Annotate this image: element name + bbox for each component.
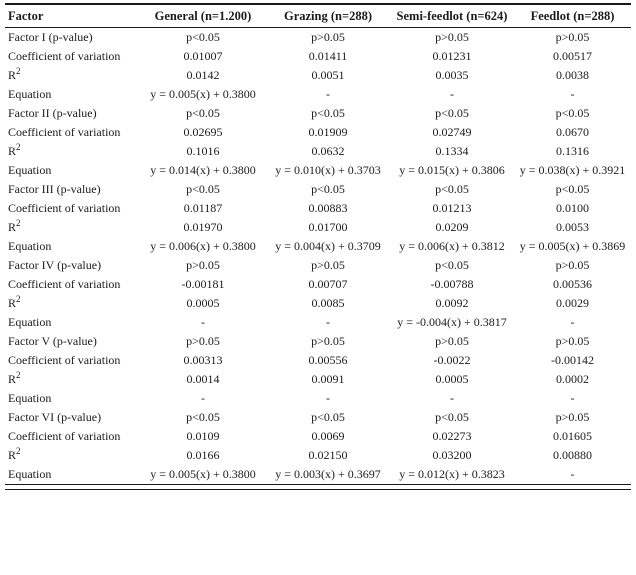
value-cell: 0.0069 bbox=[311, 429, 345, 443]
value-cell: p>0.05 bbox=[435, 30, 469, 44]
table-row bbox=[5, 104, 631, 123]
value-cell: y = 0.005(x) + 0.3800 bbox=[140, 465, 266, 485]
row-label: Equation bbox=[5, 465, 140, 485]
table-row bbox=[5, 256, 631, 275]
value-cell: 0.0100 bbox=[556, 201, 589, 215]
row-label: Equation bbox=[8, 315, 52, 329]
table-row bbox=[5, 180, 631, 199]
value-cell: 0.0035 bbox=[435, 68, 469, 82]
column-header-general: General (n=1.200) bbox=[140, 4, 266, 28]
row-label bbox=[5, 294, 140, 313]
value-cell: p<0.05 bbox=[186, 182, 220, 196]
table-row bbox=[5, 294, 631, 313]
table-row bbox=[5, 389, 631, 408]
row-label-superscript: 2 bbox=[16, 294, 21, 304]
value-cell: 0.01231 bbox=[432, 49, 472, 63]
value-cell: 0.0092 bbox=[435, 296, 469, 310]
value-cell: 0.00517 bbox=[553, 49, 592, 63]
results-table bbox=[5, 3, 631, 485]
table-body bbox=[5, 28, 631, 485]
value-cell: p>0.05 bbox=[555, 30, 590, 44]
value-cell: 0.0038 bbox=[556, 68, 589, 82]
row-label: Equation bbox=[8, 391, 52, 405]
value-cell: - bbox=[326, 391, 330, 405]
table-row bbox=[5, 313, 631, 332]
value-cell: -0.00142 bbox=[551, 353, 594, 367]
value-cell: - bbox=[570, 391, 575, 405]
row-label-text: R bbox=[8, 220, 17, 234]
value-cell: p<0.05 bbox=[435, 258, 469, 272]
value-cell: y = -0.004(x) + 0.3817 bbox=[397, 315, 507, 329]
row-label-text: R bbox=[8, 448, 17, 462]
table-row bbox=[5, 427, 631, 446]
row-label bbox=[5, 446, 140, 465]
value-cell: p<0.05 bbox=[435, 410, 469, 424]
column-header-grazing: Grazing (n=288) bbox=[266, 4, 390, 28]
value-cell: 0.01700 bbox=[308, 220, 348, 234]
table-row bbox=[5, 85, 631, 104]
table-row bbox=[5, 142, 631, 161]
column-header-feedlot: Feedlot (n=288) bbox=[514, 4, 631, 28]
table-row bbox=[5, 332, 631, 351]
row-label: Coefficient of variation bbox=[8, 49, 121, 63]
value-cell: y = 0.012(x) + 0.3823 bbox=[390, 465, 514, 485]
row-label: Equation bbox=[8, 239, 52, 253]
value-cell: 0.00556 bbox=[308, 353, 348, 367]
row-label: Coefficient of variation bbox=[8, 277, 121, 291]
value-cell: y = 0.015(x) + 0.3806 bbox=[399, 163, 505, 177]
value-cell: - bbox=[201, 315, 205, 329]
row-label-text: R bbox=[8, 68, 17, 82]
value-cell: p>0.05 bbox=[311, 258, 345, 272]
value-cell: -0.00181 bbox=[181, 277, 225, 291]
row-label: Equation bbox=[8, 87, 52, 101]
table-row bbox=[5, 47, 631, 66]
table-row bbox=[5, 446, 631, 465]
value-cell: 0.02695 bbox=[183, 125, 223, 139]
value-cell: p>0.05 bbox=[186, 258, 220, 272]
row-label-superscript: 2 bbox=[16, 446, 21, 456]
value-cell: - bbox=[326, 87, 330, 101]
value-cell: 0.0005 bbox=[186, 296, 220, 310]
table-row bbox=[5, 28, 631, 48]
row-label bbox=[5, 218, 140, 237]
value-cell: 0.0029 bbox=[556, 296, 589, 310]
value-cell: 0.02150 bbox=[308, 448, 348, 462]
value-cell: 0.0209 bbox=[435, 220, 469, 234]
value-cell: 0.01605 bbox=[553, 429, 592, 443]
table-row bbox=[5, 218, 631, 237]
row-label-text: R bbox=[8, 372, 17, 386]
column-header-factor: Factor bbox=[5, 4, 140, 28]
value-cell: 0.00883 bbox=[308, 201, 348, 215]
row-label: Coefficient of variation bbox=[8, 201, 121, 215]
header-row bbox=[5, 4, 631, 28]
row-label: Factor III (p-value) bbox=[8, 182, 101, 196]
value-cell: 0.0002 bbox=[556, 372, 589, 386]
table-row bbox=[5, 199, 631, 218]
table-row bbox=[5, 161, 631, 180]
row-label: Coefficient of variation bbox=[8, 429, 121, 443]
value-cell: 0.01909 bbox=[308, 125, 348, 139]
value-cell: p>0.05 bbox=[555, 258, 590, 272]
row-label: Coefficient of variation bbox=[8, 125, 121, 139]
value-cell: 0.0014 bbox=[186, 372, 220, 386]
row-label-superscript: 2 bbox=[16, 66, 21, 76]
table-row bbox=[5, 408, 631, 427]
row-label bbox=[5, 66, 140, 85]
value-cell: - bbox=[570, 87, 575, 101]
row-label: Factor VI (p-value) bbox=[8, 410, 102, 424]
value-cell: - bbox=[326, 315, 330, 329]
row-label-text: R bbox=[8, 296, 17, 310]
value-cell: 0.00536 bbox=[553, 277, 592, 291]
value-cell: 0.0053 bbox=[556, 220, 589, 234]
value-cell: p<0.05 bbox=[186, 30, 220, 44]
row-label bbox=[5, 370, 140, 389]
value-cell: - bbox=[514, 465, 631, 485]
value-cell: 0.03200 bbox=[432, 448, 472, 462]
value-cell: y = 0.004(x) + 0.3709 bbox=[275, 239, 381, 253]
value-cell: 0.1316 bbox=[556, 144, 589, 158]
row-label: Coefficient of variation bbox=[8, 353, 121, 367]
row-label-superscript: 2 bbox=[16, 142, 21, 152]
row-label: Factor IV (p-value) bbox=[8, 258, 102, 272]
row-label-superscript: 2 bbox=[16, 218, 21, 228]
table-row bbox=[5, 123, 631, 142]
value-cell: 0.00707 bbox=[308, 277, 348, 291]
value-cell: 0.00313 bbox=[183, 353, 223, 367]
value-cell: y = 0.005(x) + 0.3800 bbox=[150, 87, 256, 101]
row-label bbox=[5, 142, 140, 161]
value-cell: 0.02273 bbox=[432, 429, 472, 443]
table-row bbox=[5, 275, 631, 294]
value-cell: y = 0.014(x) + 0.3800 bbox=[150, 163, 256, 177]
value-cell: 0.1334 bbox=[435, 144, 469, 158]
value-cell: -0.0022 bbox=[433, 353, 471, 367]
value-cell: p>0.05 bbox=[555, 334, 590, 348]
value-cell: - bbox=[201, 391, 205, 405]
value-cell: 0.0005 bbox=[435, 372, 469, 386]
value-cell: y = 0.005(x) + 0.3869 bbox=[519, 239, 626, 253]
value-cell: p<0.05 bbox=[435, 106, 469, 120]
value-cell: 0.01007 bbox=[183, 49, 223, 63]
value-cell: p<0.05 bbox=[311, 410, 345, 424]
table-row bbox=[5, 370, 631, 389]
value-cell: 0.0142 bbox=[186, 68, 220, 82]
value-cell: p<0.05 bbox=[435, 182, 469, 196]
value-cell: 0.01411 bbox=[308, 49, 348, 63]
bottom-double-rule bbox=[5, 485, 631, 490]
row-label-superscript: 2 bbox=[16, 370, 21, 380]
results-table-container bbox=[5, 3, 631, 490]
value-cell: p<0.05 bbox=[311, 182, 345, 196]
value-cell: 0.01970 bbox=[183, 220, 223, 234]
value-cell: 0.1016 bbox=[186, 144, 220, 158]
value-cell: - bbox=[450, 391, 454, 405]
value-cell: - bbox=[570, 315, 575, 329]
value-cell: - bbox=[450, 87, 454, 101]
table-row bbox=[5, 237, 631, 256]
value-cell: y = 0.006(x) + 0.3812 bbox=[399, 239, 505, 253]
value-cell: p<0.05 bbox=[186, 410, 220, 424]
value-cell: -0.00788 bbox=[430, 277, 474, 291]
table-row bbox=[5, 351, 631, 370]
row-label: Factor V (p-value) bbox=[8, 334, 97, 348]
value-cell: p<0.05 bbox=[186, 106, 220, 120]
value-cell: y = 0.010(x) + 0.3703 bbox=[275, 163, 381, 177]
value-cell: 0.01213 bbox=[432, 201, 472, 215]
value-cell: p>0.05 bbox=[555, 410, 590, 424]
table-row bbox=[5, 66, 631, 85]
value-cell: 0.0091 bbox=[311, 372, 345, 386]
value-cell: 0.0166 bbox=[186, 448, 220, 462]
value-cell: 0.0051 bbox=[311, 68, 345, 82]
value-cell: p<0.05 bbox=[555, 182, 590, 196]
value-cell: 0.01187 bbox=[183, 201, 223, 215]
table-row bbox=[5, 465, 631, 485]
value-cell: p>0.05 bbox=[186, 334, 220, 348]
row-label: Factor II (p-value) bbox=[8, 106, 97, 120]
value-cell: p<0.05 bbox=[555, 106, 590, 120]
row-label: Factor I (p-value) bbox=[8, 30, 93, 44]
value-cell: p>0.05 bbox=[311, 334, 345, 348]
column-header-semi-feedlot: Semi-feedlot (n=624) bbox=[390, 4, 514, 28]
value-cell: y = 0.003(x) + 0.3697 bbox=[266, 465, 390, 485]
value-cell: 0.0085 bbox=[311, 296, 345, 310]
value-cell: y = 0.038(x) + 0.3921 bbox=[519, 163, 626, 177]
value-cell: 0.02749 bbox=[432, 125, 472, 139]
value-cell: 0.0109 bbox=[186, 429, 220, 443]
value-cell: p>0.05 bbox=[435, 334, 469, 348]
value-cell: p>0.05 bbox=[311, 30, 345, 44]
row-label-text: R bbox=[8, 144, 17, 158]
value-cell: 0.0632 bbox=[311, 144, 345, 158]
value-cell: 0.0670 bbox=[556, 125, 589, 139]
value-cell: 0.00880 bbox=[553, 448, 592, 462]
value-cell: y = 0.006(x) + 0.3800 bbox=[150, 239, 256, 253]
row-label: Equation bbox=[8, 163, 52, 177]
value-cell: p<0.05 bbox=[311, 106, 345, 120]
